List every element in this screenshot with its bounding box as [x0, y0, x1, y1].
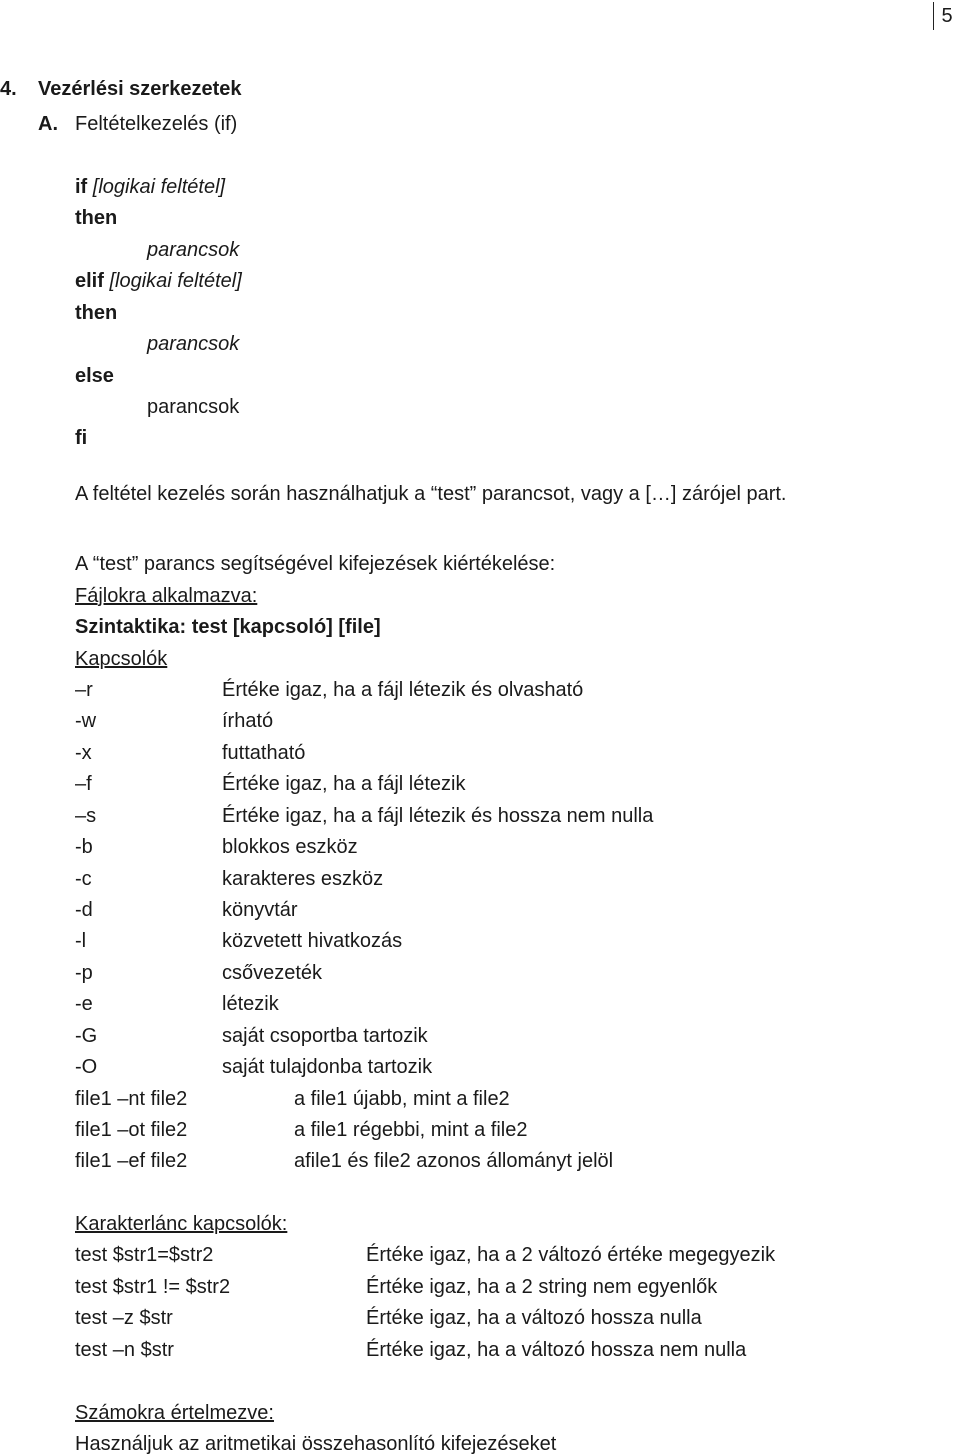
section-number: 4. — [0, 78, 17, 100]
subsection-heading — [38, 112, 238, 136]
compare-description: afile1 és file2 azonos állományt jelöl — [294, 1150, 614, 1172]
compare-description: a file1 újabb, mint a file2 — [294, 1088, 510, 1110]
list-item — [75, 1149, 614, 1173]
switch-flag: –f — [75, 773, 92, 795]
keyword-else: else — [75, 365, 114, 387]
list-item — [75, 1338, 747, 1362]
elif-condition: [logikai feltétel] — [109, 270, 242, 292]
test-intro: A “test” parancs segítségével kifejezések kiértékelése: — [75, 553, 556, 575]
commands-placeholder: parancsok — [147, 239, 240, 261]
compare-description: a file1 régebbi, mint a file2 — [294, 1119, 528, 1141]
list-item — [75, 741, 306, 765]
switch-flag: -c — [75, 868, 92, 890]
compare-expression: file1 –nt file2 — [75, 1088, 188, 1110]
list-item — [75, 961, 323, 985]
list-item — [75, 1087, 510, 1111]
list-item — [75, 804, 654, 828]
keyword-if: if — [75, 176, 88, 198]
list-item — [75, 1243, 776, 1267]
list-item — [75, 709, 274, 733]
string-description: Értéke igaz, ha a változó hossza nem nulla — [366, 1339, 747, 1361]
commands-placeholder: parancsok — [147, 333, 240, 355]
string-expression: test –z $str — [75, 1307, 173, 1329]
section-title: Vezérlési szerkezetek — [38, 78, 242, 100]
switch-flag: -G — [75, 1025, 98, 1047]
switch-description: Értéke igaz, ha a fájl létezik — [222, 773, 466, 795]
switch-flag: –r — [75, 679, 93, 701]
keyword-fi: fi — [75, 427, 88, 449]
switches-heading: Kapcsolók — [75, 648, 168, 670]
list-item — [75, 929, 403, 953]
keyword-then: then — [75, 207, 118, 229]
list-item — [75, 1306, 702, 1330]
string-expression: test –n $str — [75, 1339, 174, 1361]
switch-description: Értéke igaz, ha a fájl létezik és olvasható — [222, 679, 584, 701]
compare-expression: file1 –ef file2 — [75, 1150, 188, 1172]
switch-description: könyvtár — [222, 899, 298, 921]
switch-description: karakteres eszköz — [222, 868, 384, 890]
compare-expression: file1 –ot file2 — [75, 1119, 188, 1141]
switch-flag: -e — [75, 993, 93, 1015]
string-expression: test $str1=$str2 — [75, 1244, 214, 1266]
switch-description: közvetett hivatkozás — [222, 930, 403, 952]
string-description: Értéke igaz, ha a 2 string nem egyenlők — [366, 1276, 718, 1298]
list-item — [75, 1118, 528, 1142]
switch-flag: -x — [75, 742, 92, 764]
string-description: Értéke igaz, ha a változó hossza nulla — [366, 1307, 702, 1329]
list-item — [75, 898, 298, 922]
syntax-elif-line — [75, 269, 242, 293]
note-paragraph: A feltétel kezelés során használhatjuk a “test” parancsot, vagy a […] zárójel part. — [75, 483, 787, 505]
files-heading: Fájlokra alkalmazva: — [75, 585, 258, 607]
switch-description: saját tulajdonba tartozik — [222, 1056, 433, 1078]
switch-description: futtatható — [222, 742, 306, 764]
switch-flag: -p — [75, 962, 93, 984]
switch-flag: -d — [75, 899, 93, 921]
if-condition: [logikai feltétel] — [92, 176, 226, 198]
switch-description: létezik — [222, 993, 279, 1015]
subsection-title: Feltételkezelés (if) — [75, 113, 238, 135]
list-item — [75, 867, 384, 891]
switch-flag: -b — [75, 836, 93, 858]
switch-description: Értéke igaz, ha a fájl létezik és hossza nem nulla — [222, 805, 654, 827]
keyword-elif: elif — [75, 270, 104, 292]
list-item — [75, 1024, 428, 1048]
numbers-heading: Számokra értelmezve: — [75, 1402, 274, 1424]
switch-flag: -l — [75, 930, 87, 952]
switch-flag: -w — [75, 710, 97, 732]
switch-description: írható — [222, 710, 274, 732]
switch-description: saját csoportba tartozik — [222, 1025, 428, 1047]
string-expression: test $str1 != $str2 — [75, 1276, 231, 1298]
list-item — [75, 678, 584, 702]
list-item — [75, 992, 279, 1016]
syntax-line: Szintaktika: test [kapcsoló] [file] — [75, 616, 381, 638]
list-item — [75, 772, 466, 796]
keyword-then: then — [75, 302, 118, 324]
switch-description: csővezeték — [222, 962, 323, 984]
switch-flag: -O — [75, 1056, 98, 1078]
commands-placeholder: parancsok — [147, 396, 240, 418]
string-description: Értéke igaz, ha a 2 változó értéke megegyezik — [366, 1244, 776, 1266]
page-number: 5 — [933, 2, 960, 30]
section-heading — [0, 77, 242, 101]
list-item — [75, 1055, 433, 1079]
switch-flag: –s — [75, 805, 97, 827]
string-switches-heading: Karakterlánc kapcsolók: — [75, 1213, 288, 1235]
subsection-letter: A. — [38, 113, 58, 135]
syntax-if-line — [75, 175, 225, 199]
numbers-text: Használjuk az aritmetikai összehasonlító kifejezéseket — [75, 1433, 557, 1455]
list-item — [75, 1275, 718, 1299]
switch-description: blokkos eszköz — [222, 836, 358, 858]
list-item — [75, 835, 358, 859]
